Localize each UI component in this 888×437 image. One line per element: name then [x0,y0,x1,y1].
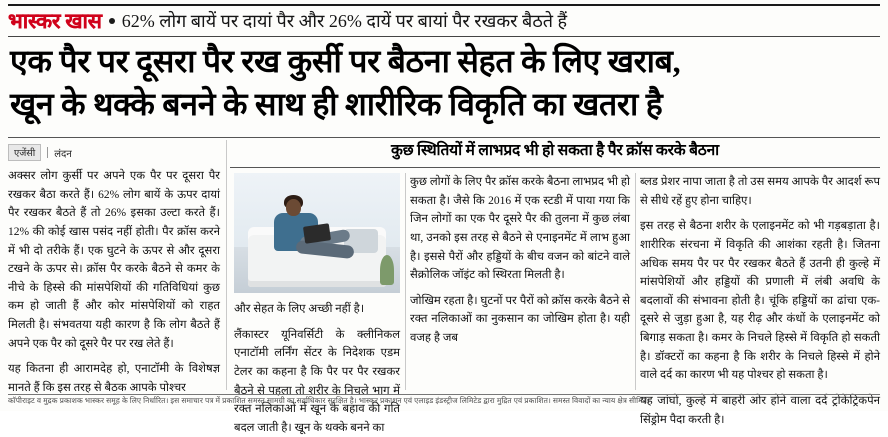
byline [8,144,220,161]
top-rule [8,4,880,6]
byline-agency: एजेंसी [8,144,41,161]
headline-bottom-rule [8,137,880,138]
paragraph: इस तरह से बैठना शरीर के एलाइनमेंट को भी गड़बड़ाता है। शारीरिक संरचना में विकृति की आशंका रहती है। जितना अधिक समय पैर पर पैर रखकर बैठते हैं उतनी ही कुल्हे में मांसपेशियों और हड्डियों की प्रणाली में लंबी अवधि के बदलावों की संभावना होती है। चूंकि हड्डियों का ढांचा एक-दूसरे से जुड़ा हुआ है, यह रीढ़ और कंधों के एलाइनमेंट को बिगाड़ सकता है। कमर के निचले हिस्से में विकृति हो सकती है। डॉक्टरों का कहना है कि शरीर के निचले हिस्से में होने वाले दर्द का कारण भी यह पोश्चर हो सकता है। [640,220,880,382]
paragraph: यह कितना ही आरामदेह हो, एनाटॉमी के विशेषज्ञ मानते हैं कि इस तरह से बैठक आपके पोश्चर [8,363,220,394]
kicker-text: 62% लोग बायें पर दायां पैर और 26% दायें पर बायां पैर रखकर बैठते हैं [121,11,568,31]
photo-person-head [286,199,301,216]
paragraph: यह जांघों, कुल्हे में बाहरी ओर होने वाला दर्द ट्रोकेंट्रिकपेन सिंड्रोम पैदा करती है। [640,394,880,426]
footer-rule [8,394,880,395]
paragraph: अक्सर लोग कुर्सी पर अपने एक पैर पर दूसरा पैर रखकर बैठा करते हैं। 62% लोग बायें के ऊपर दायां पैर रखकर बैठते हैं तो 26% इसका उल्टा करते हैं। 12% की कोई खास पसंद नहीं होती। पैर क्रॉस करने में भी दो तरीके हैं। एक घुटने के ऊपर से और दूसरा टखने के ऊपर से। क्रॉस पैर करके बैठने से कमर के नीचे के हिस्से की मांसपेशियों की गतिविधियां कुछ कम हो जाती हैं और कोर मांसपेशियों को राहत मिलती है। संभवतया यही कारण है कि लोग बैठते हैं अपने एक पैर को दूसरे पैर पर रख लेते हैं। [8,170,220,350]
photo-plant [380,255,394,285]
byline-place: लंदन [54,148,72,160]
article-column-2 [234,300,400,434]
bullet-dot-icon [109,18,115,24]
page-headline [10,40,878,125]
column-divider [635,173,636,390]
headline-line-1: एक पैर पर दूसरा पैर रख कुर्सी पर बैठना सेहत के लिए खराब, [10,43,681,79]
article-column-4 [640,173,880,426]
kicker-bottom-rule [8,36,880,37]
column-divider [226,140,227,390]
article-column-3 [410,173,630,390]
kicker-bar [8,8,880,34]
kicker-badge: भास्कर खास [8,9,102,33]
sub-headline: कुछ स्थितियों में लाभप्रद भी हो सकता है पैर क्रॉस करके बैठना [390,142,719,159]
paragraph: लैंकास्टर यूनिवर्सिटी के क्लीनिकल एनाटॉमी लर्निंग सेंटर के निदेशक एडम टेलर का कहना है कि पैर पर पैर रखकर बैठने से पहला तो शरीर के निचले भाग में रक्त नलिकाओं में खून के बहाव की गति बदल जाती है। खून के थक्के बनने का [234,328,400,434]
paragraph: कुछ लोगों के लिए पैर क्रॉस करके बैठना लाभप्रद भी हो सकता है। जैसे कि 2016 में एक स्टडी में पाया गया कि जिन लोगों का एक पैर दूसरे पैर की तुलना में कुछ लंबा था, उनको इस तरह से बैठने से एनाइनमेंट में लाभ हुआ है। इससे पैरों और हड्डियों के बीच वजन को बांटने वाले सैक्रोलिक जॉइंट को स्थिरता मिलती है। [410,176,630,282]
footer-imprint: कॉपीराइट व मुद्रक प्रकाशक भास्कर समूह के लिए निर्धारित। इस समाचार पत्र में प्रकाशित समस्त सामग्री का सर्वाधिकार सुरक्षित है। भास्कर प्रकाशन एवं एलाइड इंडस्ट्रीज लिमिटेड द्वारा मुद्रित एवं प्रकाशित। समस्त विवादों का न्याय क्षेत्र सीमित। [8,396,650,405]
article-photo [234,173,400,293]
photo-laptop [303,223,331,243]
paragraph: और सेहत के लिए अच्छी नहीं है। [234,303,365,315]
paragraph: ब्लड प्रेशर नापा जाता है तो उस समय आपके पैर आदर्श रूप से सीधे रहें हुए होना चाहिए। [640,176,880,207]
headline-line-2: खून के थक्के बनने के साथ ही शारीरिक विकृति का खतरा है [10,85,663,122]
paragraph: जोखिम रहता है। घुटनों पर पैरों को क्रॉस करके बैठने से रक्त नलिकाओं का नुकसान का जोखिम होता है। यही वजह है जब [410,294,630,344]
article-column-1 [8,140,220,394]
byline-separator [47,147,48,158]
sub-headline-rule [230,167,880,168]
sub-headline-wrap [230,140,880,166]
column-divider [405,173,406,390]
